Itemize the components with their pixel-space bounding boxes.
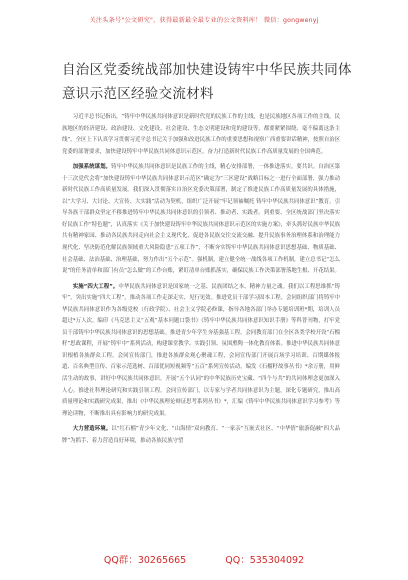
- paragraph-text: 习近平总书记指出，“铸牢中华民族共同体意识是新时代党的民族工作的主线，也是民族地区各项工作的主线。民族地区的经济建设、政治建设、文化建设、社会建设、生态文明建设和党的建设等，都要紧紧围绕、毫不偏离这条主线”。全区上下认真学习贯彻习近平总书记关于加强和改进民族工作的重要思想和视察广西重要讲话精神，按照自治区党委的部署要求，加快建设铸牢中华民族共同体意识示范区，奋力打造新时代民族工作高质量发展的全国典范。: [62, 114, 340, 155]
- paragraph: [62, 424, 340, 447]
- document-body: [62, 112, 340, 447]
- paragraph-text: 以“红石榴”青少年文化、“山海情”双向教育、“一家亲”互嵌式社区、“中华情”旅游促融“四大品牌”为抓手，着力营造良好环境，推动各族民族守望: [62, 426, 340, 444]
- paragraph: [62, 162, 340, 277]
- paragraph-heading: 大力营造环境。: [72, 426, 112, 433]
- paragraph-heading: 实施“四大工程”。: [72, 283, 119, 290]
- banner-text: 关注头条号"公文研究"，获得最新最全最专业的公文资料库！ 微信：gongwenyj: [89, 17, 319, 24]
- paragraph-text: 中华民族共同体意识是国家统一之基、民族团结之本、精神力量之魂。我们以工程思维抓“铸牢”，突出实施“四大工程”，推动各项工作走深走实、见行见效。推进党员干部学习固本工程。会同组织部门将铸牢中华民族共同体意识作为各级党校（行政学院）、社会主义学院必修课，指导各地各部门举办专题培训班*期，培训人员超过*万人次。编印《马克思主义“五观”基本问题口袋书》《铸牢中华民族共同体意识知识手册》等科普刊物，打牢党员干部铸牢中华民族共同体意识的思想基础。推进青少年学生夯基强基工程。会同教育部门在全区各类学校开设“石榴籽”思政课程，开展“铸牢中”系列活动，构建课堂教学、实践引领、氛围熏陶一体化教育体系。推进中华民族共同体意识根植各族群众工程。会同宣传部门，推进各族群众观心聚魂工程，会同宣传部门开展百场学习培训、百期媒体报道、百名典型宣传、百家示范选树、百部优同短视频等“五百”系列宣传活动。编发《石榴籽故事丛书》*余万册，用鲜活生动的故事，讲好中华民族共同体意识。开展“五个认同”的中华民族历史宝藏、“四个与共”的共同体理念更加深入人心。推进社科理论研究和实践引领工程。会同宣传部门，以专家与学者共同体意识为主题，深化专题研究，推出高质量理论和实践研究成果，推出《中华民族理论辩证思考系列丛书》*，汇编《铸牢中华民族共同体意识学习参考》等理论读物，不断推出具有影响力的研究成果。: [62, 283, 340, 417]
- paragraph-text: 铸牢中华民族共同体意识是民族工作的主线，精心安排部署，一体推进落实。要共识。自治区第十三次党代会将“加快建设铸牢中华民族共同体意识示范区”确定为“三区建设”战略目标之一进行全面部署，强力推动新时代民族工作高质量发展。我们深入贯彻落实自治区党委决策部署，制定了推进民族工作高质量发展的具体措施，以“大学习、大讨论、大宣传、大实践”活动为契机，组织广泛开展“牢记领袖嘱托 铸牢中华民族共同体意识”教育。引导各族干部群众坚定不移推进铸牢中华民族共同体意识的引领者、推动者、实践者。到重要、全区统战部门坚决落实好民族工作“特色题”，认真落实《关于加快建设铸牢中华民族共同体意识示范区的实施方案》，牵头抓好民族中华民族共有精神家园、推动各民族共同走向社会主义现代化、促进各民族交往交流交融、提升民族事务治理体系和治理能力现代化、坚决防范化解民族领域重大风险隐患“五项工作”，不断夯实铸牢中华民族共同体意识思想基础、物质基础、社会基础、法治基础、治理基础，努力作出“五个示范”。强机制，建立健全统一战线各项工作机制，建立总书记“怎么说”的任务清单和部门有员“怎么做”的工作台账，紧盯清单台账抓落实，确保民族工作决策部署落地生根、开花结果。: [62, 164, 340, 275]
- paragraph-heading: 加强系统谋划。: [72, 164, 111, 171]
- footer-qq-group: QQ群：30265665: [103, 555, 187, 566]
- paragraph: [62, 112, 340, 158]
- paragraph: [62, 282, 340, 421]
- footer-contact: [0, 552, 408, 566]
- footer-qq: QQ：535304092: [225, 555, 305, 566]
- document-title: 自治区党委统战部加快建设铸牢中华民族共同体意识示范区经验交流材料: [62, 62, 352, 102]
- header-banner: [0, 0, 408, 40]
